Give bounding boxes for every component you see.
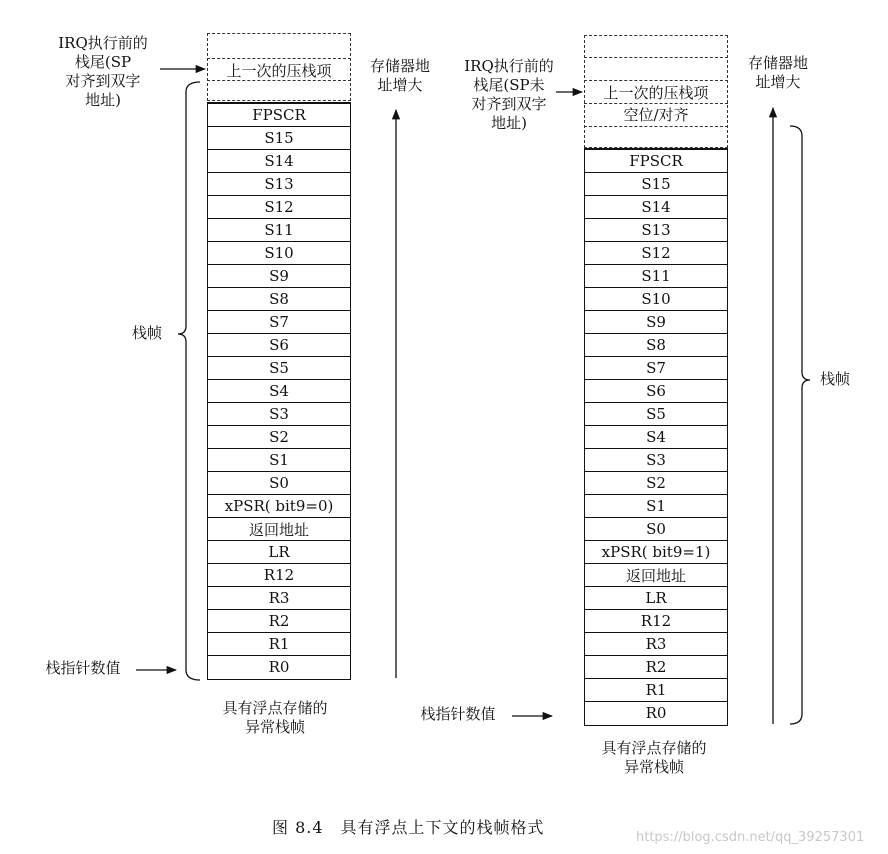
left-bottom-label-line: 异常栈帧 (244, 718, 305, 736)
left-stack-cell: R3 (208, 586, 350, 609)
left-stack-cell: S4 (208, 379, 350, 402)
right-pad-item: 空位/对齐 (623, 106, 689, 124)
right-stack-cell: R1 (585, 678, 727, 701)
right-stack-cell: S0 (585, 517, 727, 540)
left-stack-cell: R12 (208, 563, 350, 586)
right-stack-cell: S11 (585, 264, 727, 287)
left-stack-cell: S7 (208, 310, 350, 333)
left-stack-cell: S1 (208, 448, 350, 471)
right-top-label-line: 对齐到双字 (471, 95, 547, 113)
left-top-label-line: 栈尾(SP (74, 53, 132, 71)
right-sp-label: 栈指针数值 (420, 705, 496, 723)
left-stack-cell: S14 (208, 149, 350, 172)
left-stack-cell: S2 (208, 425, 350, 448)
right-top-label-line: IRQ执行前的 (464, 57, 554, 75)
right-stack-cell: xPSR( bit9=1) (585, 540, 727, 563)
right-bottom-label-line: 异常栈帧 (623, 758, 684, 776)
left-stack-cell: S6 (208, 333, 350, 356)
right-stack-cell: FPSCR (585, 149, 727, 172)
right-growth-label-line: 存储器地 (747, 54, 808, 72)
left-stack-cell: S3 (208, 402, 350, 425)
left-stack-cell: S8 (208, 287, 350, 310)
right-stack-cell: LR (585, 586, 727, 609)
left-stack-cell: R1 (208, 632, 350, 655)
left-stack-cell: S0 (208, 471, 350, 494)
right-stack-cell: R2 (585, 655, 727, 678)
right-stack-cell: S5 (585, 402, 727, 425)
right-stack-cell: S4 (585, 425, 727, 448)
left-stack-cell: FPSCR (208, 103, 350, 126)
left-growth-label-line: 存储器地 (369, 57, 430, 75)
left-stack-cell: LR (208, 540, 350, 563)
left-top-label-line: 对齐到双字 (65, 72, 141, 90)
right-stack-cell: S6 (585, 379, 727, 402)
left-stack-cell: R0 (208, 655, 350, 678)
left-stack-cell: S10 (208, 241, 350, 264)
right-stack-cell: R3 (585, 632, 727, 655)
right-stack-cell: S9 (585, 310, 727, 333)
left-stack-cell: S11 (208, 218, 350, 241)
left-sp-label: 栈指针数值 (45, 659, 121, 677)
right-stack-cell: S3 (585, 448, 727, 471)
left-bottom-label-line: 具有浮点存储的 (222, 699, 328, 717)
left-stack-cell: S9 (208, 264, 350, 287)
left-stack-cell: R2 (208, 609, 350, 632)
right-prev-stack-item: 上一次的压栈项 (603, 84, 709, 102)
right-stack-cell: S1 (585, 494, 727, 517)
right-stack-cell: S13 (585, 218, 727, 241)
right-frame-label: 栈帧 (819, 370, 850, 388)
right-bottom-label-line: 具有浮点存储的 (601, 739, 707, 757)
right-stack-cell: S10 (585, 287, 727, 310)
left-top-label-line: 地址) (85, 91, 121, 109)
right-stack-cell: R0 (585, 701, 727, 724)
figure-caption: 图 8.4 具有浮点上下文的栈帧格式 (272, 818, 545, 837)
right-frame-brace (790, 126, 810, 724)
right-stack-cell: S8 (585, 333, 727, 356)
right-stack-cell: S2 (585, 471, 727, 494)
left-stack-cell: 返回地址 (208, 517, 350, 540)
right-top-label-line: 栈尾(SP未 (473, 76, 545, 94)
left-stack-cell: S13 (208, 172, 350, 195)
right-stack-cell: S7 (585, 356, 727, 379)
left-growth-label-line: 址增大 (377, 76, 423, 94)
right-stack-cell: S14 (585, 195, 727, 218)
left-frame-label: 栈帧 (131, 324, 162, 342)
left-stack-cell: S5 (208, 356, 350, 379)
right-stack-cell: R12 (585, 609, 727, 632)
left-stack-cell: S15 (208, 126, 350, 149)
left-frame-brace (178, 82, 200, 680)
right-top-label-line: 地址) (491, 114, 527, 132)
right-growth-label-line: 址增大 (755, 73, 801, 91)
left-prev-stack-item: 上一次的压栈项 (226, 62, 332, 80)
left-top-label-line: IRQ执行前的 (58, 34, 148, 52)
right-stack-cell: S15 (585, 172, 727, 195)
left-stack-cell: xPSR( bit9=0) (208, 494, 350, 517)
left-stack-cell: S12 (208, 195, 350, 218)
right-stack-cell: 返回地址 (585, 563, 727, 586)
watermark: https://blog.csdn.net/qq_39257301 (636, 830, 865, 845)
right-stack-cell: S12 (585, 241, 727, 264)
